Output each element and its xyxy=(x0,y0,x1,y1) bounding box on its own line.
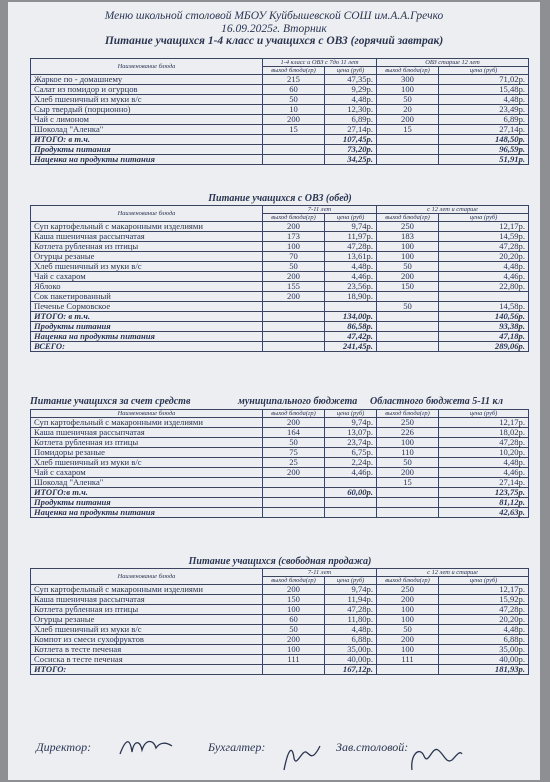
price-2: 4,48р. xyxy=(439,95,529,105)
total-label: Наценка на продукты питания xyxy=(31,508,263,518)
weight-2: 50 xyxy=(377,262,439,272)
total-row xyxy=(31,488,529,498)
price-1: 47,28р. xyxy=(325,605,377,615)
price-2: 35,00р. xyxy=(439,645,529,655)
col-header-weight: выход блюда(гр) xyxy=(263,67,325,75)
table-row xyxy=(31,605,529,615)
price-2: 20,20р. xyxy=(439,252,529,262)
total-label: ИТОГО:в т.ч. xyxy=(31,488,263,498)
weight-1: 150 xyxy=(263,595,325,605)
total-1: 134,00р. xyxy=(325,312,377,322)
weight-2: 226 xyxy=(377,428,439,438)
empty-cell xyxy=(377,332,439,342)
total-row xyxy=(31,312,529,322)
total-2: 81,12р. xyxy=(439,498,529,508)
empty-cell xyxy=(263,508,325,518)
dish-name: Салат из помидор и огурцов xyxy=(31,85,263,95)
total-row xyxy=(31,665,529,675)
dish-name: Шоколад "Аленка" xyxy=(31,125,263,135)
price-1: 27,14р. xyxy=(325,125,377,135)
weight-1: 60 xyxy=(263,615,325,625)
table-row xyxy=(31,645,529,655)
budget-title-municipal: муниципального бюджета xyxy=(238,396,358,407)
dish-name: Сок пакетированный xyxy=(31,292,263,302)
weight-2: 100 xyxy=(377,252,439,262)
weight-2: 15 xyxy=(377,478,439,488)
col-header-group-1: 1-4 класс и ОВЗ с 7до 11 лет xyxy=(263,59,377,67)
table-row xyxy=(31,85,529,95)
weight-2: 100 xyxy=(377,438,439,448)
empty-cell xyxy=(263,332,325,342)
col-header-weight: выход блюда(гр) xyxy=(377,410,439,418)
price-1: 6,88р. xyxy=(325,635,377,645)
weight-1: 200 xyxy=(263,115,325,125)
dish-name: Хлеб пшеничный из муки в/с xyxy=(31,625,263,635)
weight-2: 15 xyxy=(377,125,439,135)
dish-name: Помидоры резаные xyxy=(31,448,263,458)
menu-date: 16.09.2025г. Вторник xyxy=(221,23,327,35)
col-header-weight: выход блюда(гр) xyxy=(377,67,439,75)
col-header-dish: Наименование блюда xyxy=(31,410,263,418)
total-label: Наценка на продукты питания xyxy=(31,155,263,165)
empty-cell xyxy=(377,665,439,675)
price-1: 2,24р. xyxy=(325,458,377,468)
director-label: Директор: xyxy=(36,740,92,754)
table-row xyxy=(31,635,529,645)
total-label: Продукты питания xyxy=(31,498,263,508)
dish-name: Хлеб пшеничный из муки в/с xyxy=(31,95,263,105)
weight-2: 200 xyxy=(377,468,439,478)
table-row xyxy=(31,75,529,85)
col-header-group-1: 7-11 лет xyxy=(263,569,377,577)
total-1 xyxy=(325,508,377,518)
total-1: 107,45р. xyxy=(325,135,377,145)
weight-1 xyxy=(263,302,325,312)
dish-name: Суп картофельный с макаронными изделиями xyxy=(31,418,263,428)
total-2: 96,59р. xyxy=(439,145,529,155)
price-1: 47,35р. xyxy=(325,75,377,85)
dish-name: Печенье Сормовское xyxy=(31,302,263,312)
col-header-price: цена (руб) xyxy=(439,410,529,418)
weight-2: 150 xyxy=(377,282,439,292)
total-2: 42,63р. xyxy=(439,508,529,518)
col-header-weight: выход блюда(гр) xyxy=(263,214,325,222)
price-2: 14,59р. xyxy=(439,232,529,242)
table-row xyxy=(31,478,529,488)
table-row xyxy=(31,468,529,478)
price-2: 4,46р. xyxy=(439,468,529,478)
price-2: 12,17р. xyxy=(439,585,529,595)
price-2: 71,02р. xyxy=(439,75,529,85)
empty-cell xyxy=(263,488,325,498)
weight-2: 110 xyxy=(377,448,439,458)
weight-2: 50 xyxy=(377,458,439,468)
director-signature xyxy=(116,734,176,760)
col-header-weight: выход блюда(гр) xyxy=(377,214,439,222)
table-row xyxy=(31,105,529,115)
price-1: 4,46р. xyxy=(325,468,377,478)
weight-1: 100 xyxy=(263,242,325,252)
total-2: 289,06р. xyxy=(439,342,529,352)
weight-2: 300 xyxy=(377,75,439,85)
canteen-manager-signature xyxy=(406,740,466,776)
total-label: Продукты питания xyxy=(31,322,263,332)
empty-cell xyxy=(377,508,439,518)
dish-name: Шоколад "Аленка" xyxy=(31,478,263,488)
total-row xyxy=(31,498,529,508)
weight-1: 50 xyxy=(263,438,325,448)
empty-cell xyxy=(263,322,325,332)
col-header-group-2: с 12 лет и старше xyxy=(377,569,529,577)
empty-cell xyxy=(263,342,325,352)
price-1: 4,48р. xyxy=(325,95,377,105)
weight-2: 50 xyxy=(377,625,439,635)
menu-sheet xyxy=(8,2,540,780)
free-sale-table xyxy=(30,568,529,675)
table-row xyxy=(31,222,529,232)
dish-name: Суп картофельный с макаронными изделиями xyxy=(31,222,263,232)
weight-1: 50 xyxy=(263,262,325,272)
breakfast-table xyxy=(30,58,529,165)
price-1: 4,48р. xyxy=(325,262,377,272)
empty-cell xyxy=(377,488,439,498)
price-1: 4,46р. xyxy=(325,272,377,282)
weight-1: 200 xyxy=(263,292,325,302)
price-1: 9,74р. xyxy=(325,222,377,232)
total-1: 86,58р. xyxy=(325,322,377,332)
dish-name: Котлета рубленная из птицы xyxy=(31,605,263,615)
col-header-price: цена (руб) xyxy=(439,577,529,585)
total-1: 241,45р. xyxy=(325,342,377,352)
total-row xyxy=(31,155,529,165)
price-2: 22,80р. xyxy=(439,282,529,292)
weight-1: 200 xyxy=(263,222,325,232)
total-2: 93,38р. xyxy=(439,322,529,332)
dish-name: Хлеб пшеничный из муки в/с xyxy=(31,458,263,468)
weight-2: 183 xyxy=(377,232,439,242)
weight-1: 200 xyxy=(263,418,325,428)
weight-2: 250 xyxy=(377,222,439,232)
table-row xyxy=(31,595,529,605)
total-1: 34,25р. xyxy=(325,155,377,165)
total-2: 181,93р. xyxy=(439,665,529,675)
price-1: 40,00р. xyxy=(325,655,377,665)
table-row xyxy=(31,252,529,262)
col-header-price: цена (руб) xyxy=(439,67,529,75)
price-2: 27,14р. xyxy=(439,125,529,135)
total-row xyxy=(31,322,529,332)
dish-name: Сыр твердый (порционно) xyxy=(31,105,263,115)
total-2: 123,75р. xyxy=(439,488,529,498)
total-label: ИТОГО: в т.ч. xyxy=(31,135,263,145)
table-row xyxy=(31,458,529,468)
total-label: ИТОГО: xyxy=(31,665,263,675)
price-1: 13,07р. xyxy=(325,428,377,438)
price-1: 18,90р. xyxy=(325,292,377,302)
price-2: 12,17р. xyxy=(439,222,529,232)
empty-cell xyxy=(377,312,439,322)
dish-name: Компот из смеси сухофруктов xyxy=(31,635,263,645)
weight-2: 100 xyxy=(377,645,439,655)
price-2 xyxy=(439,292,529,302)
empty-cell xyxy=(377,342,439,352)
weight-2 xyxy=(377,292,439,302)
col-header-dish: Наименование блюда xyxy=(31,569,263,585)
price-1: 9,74р. xyxy=(325,585,377,595)
table-row xyxy=(31,95,529,105)
total-1 xyxy=(325,498,377,508)
weight-1: 164 xyxy=(263,428,325,438)
total-row xyxy=(31,135,529,145)
weight-1: 70 xyxy=(263,252,325,262)
empty-cell xyxy=(377,498,439,508)
total-label: Наценка на продукты питания xyxy=(31,332,263,342)
table-row xyxy=(31,428,529,438)
lunch-section-title: Питание учащихся с ОВЗ (обед) xyxy=(208,193,352,204)
weight-2: 200 xyxy=(377,635,439,645)
empty-cell xyxy=(377,322,439,332)
price-2: 12,17р. xyxy=(439,418,529,428)
weight-1: 215 xyxy=(263,75,325,85)
price-1: 11,94р. xyxy=(325,595,377,605)
table-row xyxy=(31,125,529,135)
dish-name: Огурцы резаные xyxy=(31,252,263,262)
table-row xyxy=(31,262,529,272)
total-row xyxy=(31,145,529,155)
col-header-group-2: ОВЗ старше 12 лет xyxy=(377,59,529,67)
table-row xyxy=(31,292,529,302)
empty-cell xyxy=(377,135,439,145)
price-2: 14,58р. xyxy=(439,302,529,312)
price-2: 4,48р. xyxy=(439,625,529,635)
budget-title-regional: Областного бюджета 5-11 кл xyxy=(370,396,503,407)
weight-2: 200 xyxy=(377,115,439,125)
price-1: 9,29р. xyxy=(325,85,377,95)
price-1 xyxy=(325,302,377,312)
empty-cell xyxy=(377,155,439,165)
school-menu-title: Меню школьной столовой МБОУ Куйбышевской СОШ им.А.А.Гречко xyxy=(104,10,444,22)
dish-name: Каша пшеничная рассыпчатая xyxy=(31,232,263,242)
price-1: 4,48р. xyxy=(325,625,377,635)
weight-1: 173 xyxy=(263,232,325,242)
total-1: 47,42р. xyxy=(325,332,377,342)
table-row xyxy=(31,625,529,635)
table-row xyxy=(31,242,529,252)
price-2: 6,89р. xyxy=(439,115,529,125)
dish-name: Чай с сахаром xyxy=(31,468,263,478)
weight-2: 111 xyxy=(377,655,439,665)
col-header-group-1: 7-11 лет xyxy=(263,206,377,214)
total-label: ИТОГО: в т.ч. xyxy=(31,312,263,322)
weight-1: 15 xyxy=(263,125,325,135)
table-row xyxy=(31,272,529,282)
price-1: 11,97р. xyxy=(325,232,377,242)
free-sale-section-title: Питание учащихся (свободная продажа) xyxy=(188,556,372,567)
price-1: 35,00р. xyxy=(325,645,377,655)
weight-2: 200 xyxy=(377,595,439,605)
total-row xyxy=(31,332,529,342)
empty-cell xyxy=(263,498,325,508)
table-row xyxy=(31,418,529,428)
col-header-price: цена (руб) xyxy=(439,214,529,222)
col-header-price: цена (руб) xyxy=(325,67,377,75)
dish-name: Каша пшеничная рассыпчатая xyxy=(31,428,263,438)
price-1: 47,28р. xyxy=(325,242,377,252)
price-2: 4,48р. xyxy=(439,262,529,272)
weight-2: 50 xyxy=(377,95,439,105)
price-1 xyxy=(325,478,377,488)
weight-1: 200 xyxy=(263,272,325,282)
price-2: 20,20р. xyxy=(439,615,529,625)
price-2: 4,48р. xyxy=(439,458,529,468)
lunch-table xyxy=(30,205,529,352)
weight-2: 20 xyxy=(377,105,439,115)
price-2: 27,14р. xyxy=(439,478,529,488)
canteen-manager-label: Зав.столовой: xyxy=(336,740,409,754)
total-1: 73,20р. xyxy=(325,145,377,155)
total-2: 148,50р. xyxy=(439,135,529,145)
price-2: 6,88р. xyxy=(439,635,529,645)
weight-1: 100 xyxy=(263,605,325,615)
empty-cell xyxy=(263,145,325,155)
total-1: 60,00р. xyxy=(325,488,377,498)
budget-title-left: Питание учащихся за счет средств xyxy=(30,396,191,407)
weight-1: 50 xyxy=(263,625,325,635)
weight-2: 200 xyxy=(377,272,439,282)
table-row xyxy=(31,282,529,292)
dish-name: Чай с сахаром xyxy=(31,272,263,282)
price-2: 47,28р. xyxy=(439,438,529,448)
price-1: 12,30р. xyxy=(325,105,377,115)
table-row xyxy=(31,615,529,625)
table-row xyxy=(31,655,529,665)
price-1: 23,56р. xyxy=(325,282,377,292)
price-1: 11,80р. xyxy=(325,615,377,625)
weight-1: 10 xyxy=(263,105,325,115)
weight-1: 100 xyxy=(263,645,325,655)
price-2: 18,02р. xyxy=(439,428,529,438)
col-header-dish: Наименование блюда xyxy=(31,206,263,222)
weight-1: 50 xyxy=(263,95,325,105)
weight-1: 111 xyxy=(263,655,325,665)
total-2: 47,18р. xyxy=(439,332,529,342)
price-2: 4,46р. xyxy=(439,272,529,282)
empty-cell xyxy=(263,665,325,675)
weight-1: 200 xyxy=(263,635,325,645)
weight-1: 25 xyxy=(263,458,325,468)
breakfast-section-title: Питание учащихся 1-4 класс и учащихся с ОВЗ (горячий завтрак) xyxy=(104,35,444,47)
price-1: 6,89р. xyxy=(325,115,377,125)
price-2: 40,00р. xyxy=(439,655,529,665)
dish-name: Чай с лимоном xyxy=(31,115,263,125)
weight-1 xyxy=(263,478,325,488)
budget-section-title xyxy=(30,396,530,408)
accountant-signature xyxy=(276,740,326,774)
empty-cell xyxy=(263,155,325,165)
dish-name: Каша пшеничная рассыпчатая xyxy=(31,595,263,605)
col-header-dish: Наименование блюда xyxy=(31,59,263,75)
weight-2: 100 xyxy=(377,605,439,615)
table-row xyxy=(31,585,529,595)
weight-1: 75 xyxy=(263,448,325,458)
table-row xyxy=(31,115,529,125)
empty-cell xyxy=(377,145,439,155)
table-row xyxy=(31,448,529,458)
accountant-label: Бухгалтер: xyxy=(208,740,266,754)
budget-table xyxy=(30,409,529,518)
table-row xyxy=(31,438,529,448)
price-2: 15,92р. xyxy=(439,595,529,605)
weight-1: 200 xyxy=(263,468,325,478)
total-row xyxy=(31,342,529,352)
col-header-weight: выход блюда(гр) xyxy=(263,577,325,585)
col-header-price: цена (руб) xyxy=(325,410,377,418)
weight-2: 100 xyxy=(377,242,439,252)
weight-1: 60 xyxy=(263,85,325,95)
weight-2: 250 xyxy=(377,585,439,595)
weight-2: 100 xyxy=(377,615,439,625)
price-1: 23,74р. xyxy=(325,438,377,448)
table-row xyxy=(31,302,529,312)
total-label: ВСЕГО: xyxy=(31,342,263,352)
empty-cell xyxy=(263,312,325,322)
weight-1: 155 xyxy=(263,282,325,292)
price-2: 15,48р. xyxy=(439,85,529,95)
price-1: 9,74р. xyxy=(325,418,377,428)
dish-name: Жаркое по - домашнему xyxy=(31,75,263,85)
total-row xyxy=(31,508,529,518)
price-2: 47,28р. xyxy=(439,242,529,252)
total-2: 51,91р. xyxy=(439,155,529,165)
dish-name: Котлета рубленная из птицы xyxy=(31,438,263,448)
total-label: Продукты питания xyxy=(31,145,263,155)
dish-name: Котлета рубленная из птицы xyxy=(31,242,263,252)
dish-name: Котлета в тесте печеная xyxy=(31,645,263,655)
price-2: 47,28р. xyxy=(439,605,529,615)
weight-2: 250 xyxy=(377,418,439,428)
total-1: 167,12р. xyxy=(325,665,377,675)
dish-name: Хлеб пшеничный из муки в/с xyxy=(31,262,263,272)
empty-cell xyxy=(263,135,325,145)
price-1: 13,61р. xyxy=(325,252,377,262)
dish-name: Огурцы резаные xyxy=(31,615,263,625)
col-header-price: цена (руб) xyxy=(325,577,377,585)
col-header-weight: выход блюда(гр) xyxy=(377,577,439,585)
price-2: 10,20р. xyxy=(439,448,529,458)
total-2: 140,56р. xyxy=(439,312,529,322)
dish-name: Сосиска в тесте печеная xyxy=(31,655,263,665)
col-header-group-2: с 12 лет и старше xyxy=(377,206,529,214)
dish-name: Суп картофельный с макаронными изделиями xyxy=(31,585,263,595)
col-header-weight: выход блюда(гр) xyxy=(263,410,325,418)
weight-1: 200 xyxy=(263,585,325,595)
weight-2: 100 xyxy=(377,85,439,95)
price-1: 6,75р. xyxy=(325,448,377,458)
table-row xyxy=(31,232,529,242)
weight-2: 50 xyxy=(377,302,439,312)
col-header-price: цена (руб) xyxy=(325,214,377,222)
price-2: 23,49р. xyxy=(439,105,529,115)
dish-name: Яблоко xyxy=(31,282,263,292)
